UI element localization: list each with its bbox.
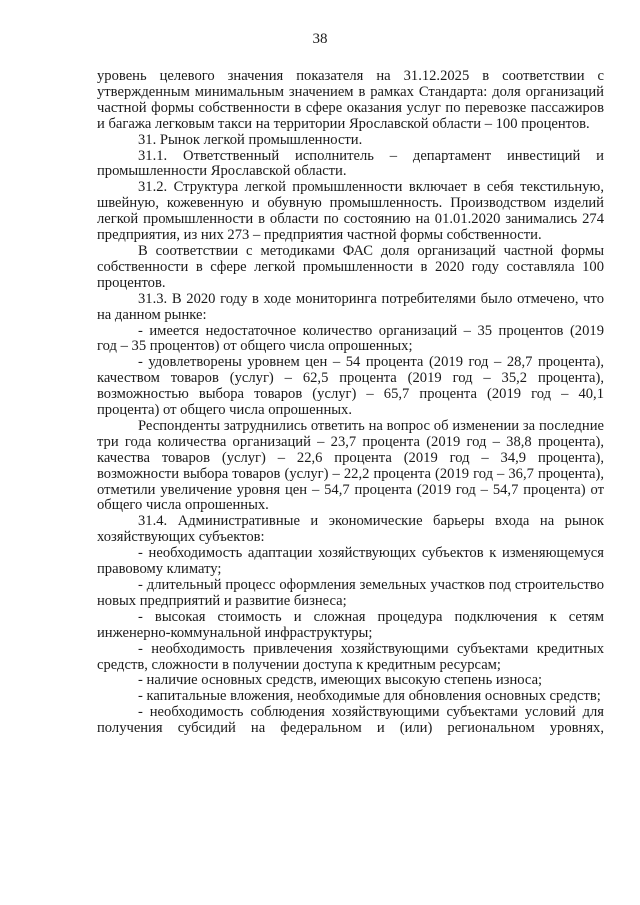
list-item: - удовлетворены уровнем цен – 54 процента (2019 год – 28,7 процента), качеством товаров (услуг) – 62,5 процента (2019 год – 35,2 процента), возможностью выбора товаров (услуг) – 65,7 процента (2019 год – 40,1 процента) от общего числа опрошенных. — [97, 354, 604, 419]
list-item: - необходимость соблюдения хозяйствующими субъектами условий для получения субсидий на федеральном и (или) региональном уровнях, — [97, 704, 604, 737]
list-item: - необходимость адаптации хозяйствующих субъектов к изменяющемуся правовому климату; — [97, 545, 604, 578]
list-item: - имеется недостаточное количество организаций – 35 процентов (2019 год – 35 процентов) от общего числа опрошенных; — [97, 322, 604, 355]
paragraph: 31.1. Ответственный исполнитель – департамент инвестиций и промышленности Ярославской области. — [97, 147, 604, 180]
paragraph: уровень целевого значения показателя на 31.12.2025 в соответствии с утвержденным минимальным значением в рамках Стандарта: доля организаций частной формы собственности в сфере оказания услуг по перевозке пассажиров и багажа легковым такси на территории Ярославской области – 100 процентов. — [97, 68, 604, 132]
list-item: - наличие основных средств, имеющих высокую степень износа; — [138, 672, 543, 689]
list-item: - длительный процесс оформления земельных участков под строительство новых предприятий и развитие бизнеса; — [97, 577, 604, 609]
list-item: - капитальные вложения, необходимые для обновления основных средств; — [138, 688, 601, 705]
paragraph: 31.4. Административные и экономические барьеры входа на рынок хозяйствующих субъектов: — [97, 513, 604, 546]
document-body — [97, 69, 604, 737]
section-heading: 31. Рынок легкой промышленности. — [138, 131, 363, 148]
list-item: - необходимость привлечения хозяйствующими субъектами кредитных средств, сложности в получении доступа к кредитным ресурсам; — [97, 640, 604, 673]
list-item: - высокая стоимость и сложная процедура подключения к сетям инженерно-коммунальной инфраструктуры; — [97, 608, 604, 641]
page-number: 38 — [312, 31, 328, 47]
paragraph: В соответствии с методиками ФАС доля организаций частной формы собственности в сфере легкой промышленности в 2020 году составляла 100 процентов. — [97, 242, 604, 291]
paragraph: Респонденты затруднились ответить на вопрос об изменении за последние три года количества организаций – 23,7 процента (2019 год – 38,8 процента), качества товаров (услуг) – 22,6 процента (2019 год – 34,9 процента), возможности выбора товаров (услуг) – 22,2 процента (2019 год – 36,7 процента), отметили увеличение уровня цен – 54,7 процента (2019 год – 54,7 процента) от общего числа опрошенных. — [97, 417, 604, 514]
paragraph: 31.3. В 2020 году в ходе мониторинга потребителями было отмечено, что на данном рынке: — [97, 290, 604, 323]
paragraph: 31.2. Структура легкой промышленности включает в себя текстильную, швейную, кожевенную и обувную промышленность. Производством изделий легкой промышленности в области по состоянию на 01.01.2020 занимались 274 предприятия, из них 273 – предприятия частной формы собственности. — [97, 179, 604, 244]
